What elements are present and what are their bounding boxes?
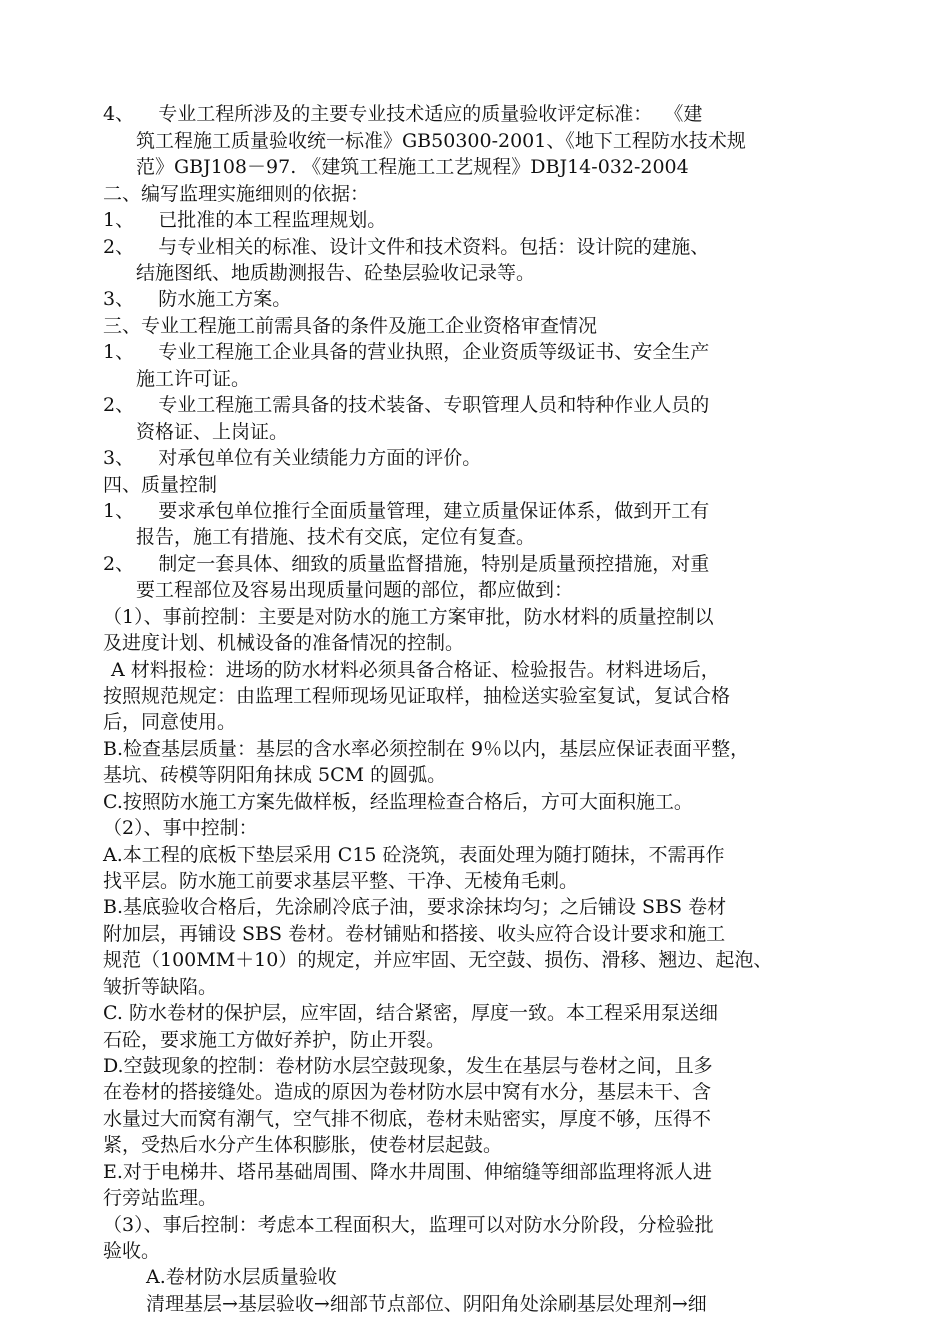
section-heading: 三、专业工程施工前需具备的条件及施工企业资格审查情况 — [103, 315, 598, 337]
text-line: 资格证、上岗证。 — [136, 421, 289, 443]
text-line: 水量过大而窝有潮气，空气排不彻底，卷材未贴密实，厚度不够，压得不 — [103, 1108, 712, 1130]
text-line: A.卷材防水层质量验收 — [146, 1266, 337, 1288]
text-line: 1、 要求承包单位推行全面质量管理，建立质量保证体系，做到开工有 — [103, 500, 710, 522]
text-line: 石砼，要求施工方做好养护，防止开裂。 — [103, 1029, 446, 1051]
text-line: 规范（100MM＋10）的规定，并应牢固、无空鼓、损伤、滑移、翘边、起泡、 — [103, 949, 773, 971]
text-line: （3）、事后控制：考虑本工程面积大，监理可以对防水分阶段，分检验批 — [103, 1214, 714, 1236]
text-line: 结施图纸、地质勘测报告、砼垫层验收记录等。 — [136, 262, 536, 284]
text-line: 施工许可证。 — [136, 368, 251, 390]
section-heading: 二、编写监理实施细则的依据： — [103, 183, 370, 205]
text-line: 4、 专业工程所涉及的主要专业技术适应的质量验收评定标准： 《建 — [103, 103, 703, 125]
text-line: （2）、事中控制： — [103, 817, 258, 839]
text-line: 2、 制定一套具体、细致的质量监督措施，特别是质量预控措施，对重 — [103, 553, 710, 575]
text-line: 筑工程施工质量验收统一标准》GB50300-2001、《地下工程防水技术规 — [136, 130, 746, 152]
text-line: （1）、事前控制：主要是对防水的施工方案审批，防水材料的质量控制以 — [103, 606, 714, 628]
text-line: A 材料报检：进场的防水材料必须具备合格证、检验报告。材料进场后， — [111, 659, 720, 681]
text-line: A.本工程的底板下垫层采用 C15 砼浇筑，表面处理为随打随抹，不需再作 — [103, 844, 725, 866]
text-line: 3、 防水施工方案。 — [103, 288, 292, 310]
text-line: 1、 专业工程施工企业具备的营业执照，企业资质等级证书、安全生产 — [103, 341, 710, 363]
text-line: C.按照防水施工方案先做样板，经监理检查合格后，方可大面积施工。 — [103, 791, 693, 813]
text-line: E.对于电梯井、塔吊基础周围、降水井周围、伸缩缝等细部监理将派人进 — [103, 1161, 712, 1183]
text-line: 1、 已批准的本工程监理规划。 — [103, 209, 387, 231]
text-line: 在卷材的搭接缝处。造成的原因为卷材防水层中窝有水分，基层未干、含 — [103, 1081, 712, 1103]
text-line: 2、 专业工程施工需具备的技术装备、专职管理人员和特种作业人员的 — [103, 394, 710, 416]
text-line: 后，同意使用。 — [103, 711, 237, 733]
text-line: B.基底验收合格后，先涂刷冷底子油，要求涂抹均匀；之后铺设 SBS 卷材 — [103, 896, 727, 918]
text-line: 报告，施工有措施、技术有交底，定位有复查。 — [136, 526, 536, 548]
section-heading: 四、质量控制 — [103, 474, 218, 496]
text-line: 基坑、砖模等阴阳角抹成 5CM 的圆弧。 — [103, 764, 447, 786]
text-line: 要工程部位及容易出现质量问题的部位，都应做到： — [136, 579, 574, 601]
text-line: 清理基层→基层验收→细部节点部位、阴阳角处涂刷基层处理剂→细 — [146, 1293, 707, 1315]
text-line: 验收。 — [103, 1240, 161, 1262]
text-line: 按照规范规定：由监理工程师现场见证取样，抽检送实验室复试，复试合格 — [103, 685, 731, 707]
text-line: 范》GBJ108－97. 《建筑工程施工工艺规程》DBJ14-032-2004 — [136, 156, 689, 178]
text-line: 找平层。防水施工前要求基层平整、干净、无棱角毛刺。 — [103, 870, 579, 892]
text-line: 紧，受热后水分产生体积膨胀，使卷材层起鼓。 — [103, 1134, 503, 1156]
text-line: 2、 与专业相关的标准、设计文件和技术资料。包括：设计院的建施、 — [103, 236, 710, 258]
text-line: 附加层，再铺设 SBS 卷材。卷材铺贴和搭接、收头应符合设计要求和施工 — [103, 923, 726, 945]
text-line: 皱折等缺陷。 — [103, 976, 218, 998]
text-line: C. 防水卷材的保护层，应牢固，结合紧密，厚度一致。本工程采用泵送细 — [103, 1002, 718, 1024]
text-line: 及进度计划、机械设备的准备情况的控制。 — [103, 632, 465, 654]
text-line: 3、 对承包单位有关业绩能力方面的评价。 — [103, 447, 482, 469]
text-line: D.空鼓现象的控制：卷材防水层空鼓现象，发生在基层与卷材之间，且多 — [103, 1055, 713, 1077]
text-line: 行旁站监理。 — [103, 1187, 218, 1209]
text-line: B.检查基层质量：基层的含水率必须控制在 9％以内，基层应保证表面平整， — [103, 738, 750, 760]
